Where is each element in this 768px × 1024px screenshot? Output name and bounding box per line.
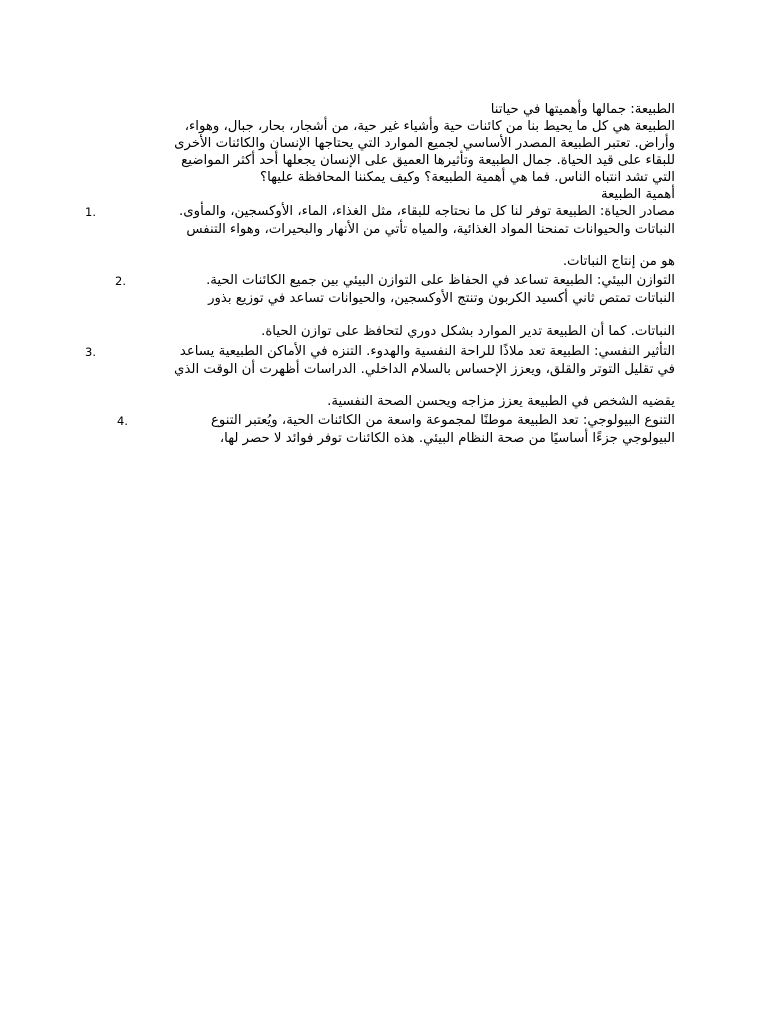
list-item-line: التأثير النفسي: الطبيعة تعد ملاذًا للراحة النفسية والهدوء. التنزه في الأماكن الطبيعية يساعد (179, 344, 675, 359)
intro-line: للبقاء على قيد الحياة. جمال الطبيعة وتأثيرها العميق على الإنسان يجعلها أحد أكثر المواضيع (181, 153, 675, 168)
section-heading: أهمية الطبيعة (601, 187, 675, 202)
list-item-line: النباتات والحيوانات تمنحنا المواد الغذائية، والمياه تأتي من الأنهار والبحيرات، وهواء التنفس (186, 222, 675, 237)
intro-line: التي تشد انتباه الناس. فما هي أهمية الطبيعة؟ وكيف يمكننا المحافظة عليها؟ (260, 170, 675, 185)
list-item-line: التنوع البيولوجي: تعد الطبيعة موطنًا لمجموعة واسعة من الكائنات الحية، ويُعتبر التنوع (210, 413, 675, 428)
list-item-line: في تقليل التوتر والقلق، ويعزز الإحساس بالسلام الداخلي. الدراسات أظهرت أن الوقت الذي (174, 362, 675, 377)
list-item-tail: النباتات. كما أن الطبيعة تدير الموارد بشكل دوري لتحافظ على توازن الحياة. (261, 324, 675, 339)
document-title: الطبيعة: جمالها وأهميتها في حياتنا (490, 102, 675, 117)
list-item-number: 2. (115, 274, 126, 288)
list-item-number: 3. (85, 345, 96, 359)
list-item-tail: يقضيه الشخص في الطبيعة يعزز مزاجه ويحسن الصحة النفسية. (327, 394, 675, 409)
list-item-line: التوازن البيئي: الطبيعة تساعد في الحفاظ على التوازن البيئي بين جميع الكائنات الحية. (206, 273, 675, 288)
intro-line: وأراض. تعتبر الطبيعة المصدر الأساسي لجميع الموارد التي يحتاجها الإنسان والكائنات الأخرى (174, 136, 675, 151)
list-item-line: النباتات تمتص ثاني أكسيد الكربون وتنتج الأوكسجين، والحيوانات تساعد في توزيع بذور (208, 291, 675, 306)
list-item-number: 1. (85, 205, 96, 219)
list-item-tail: هو من إنتاج النباتات. (562, 254, 675, 269)
list-item-line: مصادر الحياة: الطبيعة توفر لنا كل ما نحتاجه للبقاء، مثل الغذاء، الماء، الأوكسجين، والمأوى. (179, 204, 675, 219)
list-item-number: 4. (117, 414, 128, 428)
list-item-line: البيولوجي جزءًا أساسيًا من صحة النظام البيئي. هذه الكائنات توفر فوائد لا حصر لها، (219, 431, 675, 446)
intro-line: الطبيعة هي كل ما يحيط بنا من كائنات حية وأشياء غير حية، من أشجار، بحار، جبال، وهواء، (184, 119, 675, 134)
